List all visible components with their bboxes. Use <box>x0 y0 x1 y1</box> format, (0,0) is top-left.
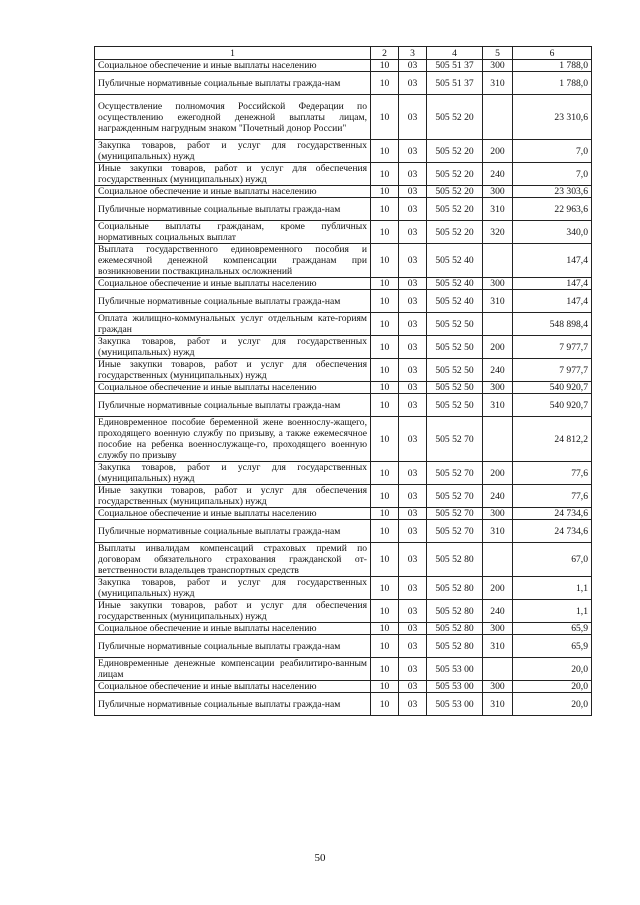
row-section-cell: 10 <box>371 186 399 198</box>
row-name-cell: Выплата государственного единовременного пособия и ежемесячной денежной компенсации гражданам при возникновении поствакцинальных осложнений <box>95 244 371 278</box>
row-subsection-cell: 03 <box>399 336 427 359</box>
table-row <box>95 693 592 716</box>
row-expense-type-cell: 240 <box>483 600 513 623</box>
page-number: 50 <box>314 852 326 864</box>
row-subsection-cell: 03 <box>399 577 427 600</box>
row-subsection-cell: 03 <box>399 313 427 336</box>
row-amount-cell: 20,0 <box>513 658 592 681</box>
row-amount-cell: 7,0 <box>513 163 592 186</box>
row-subsection-cell: 03 <box>399 658 427 681</box>
row-amount-cell: 24 734,6 <box>513 508 592 520</box>
row-target-article-cell: 505 52 50 <box>427 313 483 336</box>
row-target-article-cell: 505 52 70 <box>427 508 483 520</box>
row-section-cell: 10 <box>371 462 399 485</box>
row-section-cell: 10 <box>371 163 399 186</box>
row-subsection-cell: 03 <box>399 693 427 716</box>
row-subsection-cell: 03 <box>399 394 427 417</box>
row-target-article-cell: 505 52 40 <box>427 290 483 313</box>
table-row <box>95 520 592 543</box>
row-target-article-cell: 505 52 20 <box>427 95 483 140</box>
table-row <box>95 394 592 417</box>
row-subsection-cell: 03 <box>399 221 427 244</box>
row-name-cell: Закупка товаров, работ и услуг для государственных (муниципальных) нужд <box>95 462 371 485</box>
row-section-cell: 10 <box>371 290 399 313</box>
row-name-cell: Социальное обеспечение и иные выплаты населению <box>95 508 371 520</box>
table-row <box>95 382 592 394</box>
table-row <box>95 600 592 623</box>
row-amount-cell: 7 977,7 <box>513 359 592 382</box>
row-name-cell: Публичные нормативные социальные выплаты гражда-нам <box>95 693 371 716</box>
row-section-cell: 10 <box>371 140 399 163</box>
row-amount-cell: 67,0 <box>513 543 592 577</box>
row-target-article-cell: 505 53 00 <box>427 658 483 681</box>
row-section-cell: 10 <box>371 221 399 244</box>
row-expense-type-cell: 300 <box>483 681 513 693</box>
table-row <box>95 72 592 95</box>
table-row <box>95 417 592 462</box>
row-expense-type-cell: 240 <box>483 163 513 186</box>
column-header-4: 4 <box>427 47 483 60</box>
table-body <box>95 47 592 716</box>
row-subsection-cell: 03 <box>399 278 427 290</box>
table-row <box>95 140 592 163</box>
row-amount-cell: 23 310,6 <box>513 95 592 140</box>
row-amount-cell: 65,9 <box>513 623 592 635</box>
table-row <box>95 336 592 359</box>
row-subsection-cell: 03 <box>399 462 427 485</box>
row-name-cell: Выплаты инвалидам компенсаций страховых премий по договорам обязательного страхования гражданской от-ветственности владельцев транспортных средств <box>95 543 371 577</box>
table-row <box>95 313 592 336</box>
row-amount-cell: 1,1 <box>513 600 592 623</box>
row-expense-type-cell: 310 <box>483 520 513 543</box>
row-name-cell: Публичные нормативные социальные выплаты гражда-нам <box>95 394 371 417</box>
row-amount-cell: 7 977,7 <box>513 336 592 359</box>
row-target-article-cell: 505 52 20 <box>427 198 483 221</box>
column-header-6: 6 <box>513 47 592 60</box>
header-row <box>95 47 592 60</box>
row-subsection-cell: 03 <box>399 95 427 140</box>
row-subsection-cell: 03 <box>399 186 427 198</box>
row-section-cell: 10 <box>371 520 399 543</box>
row-amount-cell: 77,6 <box>513 485 592 508</box>
row-name-cell: Закупка товаров, работ и услуг для государственных (муниципальных) нужд <box>95 140 371 163</box>
row-name-cell: Закупка товаров, работ и услуг для государственных (муниципальных) нужд <box>95 336 371 359</box>
column-header-1: 1 <box>95 47 371 60</box>
row-section-cell: 10 <box>371 417 399 462</box>
row-section-cell: 10 <box>371 198 399 221</box>
row-amount-cell: 147,4 <box>513 278 592 290</box>
table-row <box>95 359 592 382</box>
row-subsection-cell: 03 <box>399 140 427 163</box>
row-subsection-cell: 03 <box>399 244 427 278</box>
row-target-article-cell: 505 52 70 <box>427 485 483 508</box>
row-subsection-cell: 03 <box>399 72 427 95</box>
row-amount-cell: 540 920,7 <box>513 382 592 394</box>
row-name-cell: Иные закупки товаров, работ и услуг для обеспечения государственных (муниципальных) нужд <box>95 485 371 508</box>
table-row <box>95 658 592 681</box>
row-target-article-cell: 505 52 50 <box>427 336 483 359</box>
row-section-cell: 10 <box>371 394 399 417</box>
row-target-article-cell: 505 52 20 <box>427 140 483 163</box>
row-section-cell: 10 <box>371 658 399 681</box>
row-expense-type-cell: 200 <box>483 140 513 163</box>
row-target-article-cell: 505 51 37 <box>427 60 483 72</box>
table-row <box>95 60 592 72</box>
row-section-cell: 10 <box>371 543 399 577</box>
row-target-article-cell: 505 52 50 <box>427 394 483 417</box>
row-expense-type-cell: 300 <box>483 508 513 520</box>
row-section-cell: 10 <box>371 244 399 278</box>
column-header-2: 2 <box>371 47 399 60</box>
row-section-cell: 10 <box>371 693 399 716</box>
row-expense-type-cell <box>483 417 513 462</box>
row-name-cell: Социальное обеспечение и иные выплаты населению <box>95 681 371 693</box>
row-name-cell: Социальное обеспечение и иные выплаты населению <box>95 382 371 394</box>
row-target-article-cell: 505 53 00 <box>427 693 483 716</box>
row-section-cell: 10 <box>371 359 399 382</box>
row-expense-type-cell: 310 <box>483 635 513 658</box>
row-expense-type-cell <box>483 95 513 140</box>
row-section-cell: 10 <box>371 508 399 520</box>
row-expense-type-cell: 310 <box>483 290 513 313</box>
row-amount-cell: 65,9 <box>513 635 592 658</box>
row-expense-type-cell <box>483 658 513 681</box>
row-expense-type-cell: 300 <box>483 186 513 198</box>
row-amount-cell: 23 303,6 <box>513 186 592 198</box>
row-amount-cell: 548 898,4 <box>513 313 592 336</box>
row-target-article-cell: 505 52 50 <box>427 359 483 382</box>
row-target-article-cell: 505 52 80 <box>427 577 483 600</box>
table-row <box>95 95 592 140</box>
table-row <box>95 278 592 290</box>
row-expense-type-cell <box>483 244 513 278</box>
row-amount-cell: 340,0 <box>513 221 592 244</box>
row-amount-cell: 22 963,6 <box>513 198 592 221</box>
row-section-cell: 10 <box>371 336 399 359</box>
row-name-cell: Публичные нормативные социальные выплаты гражда-нам <box>95 520 371 543</box>
row-expense-type-cell: 310 <box>483 394 513 417</box>
table-row <box>95 681 592 693</box>
table-row <box>95 290 592 313</box>
row-subsection-cell: 03 <box>399 382 427 394</box>
table-row <box>95 462 592 485</box>
column-header-5: 5 <box>483 47 513 60</box>
budget-table <box>94 46 592 716</box>
row-amount-cell: 147,4 <box>513 244 592 278</box>
row-amount-cell: 20,0 <box>513 681 592 693</box>
row-section-cell: 10 <box>371 278 399 290</box>
table-row <box>95 221 592 244</box>
row-amount-cell: 24 812,2 <box>513 417 592 462</box>
row-target-article-cell: 505 52 20 <box>427 221 483 244</box>
row-name-cell: Социальное обеспечение и иные выплаты населению <box>95 60 371 72</box>
row-section-cell: 10 <box>371 681 399 693</box>
row-expense-type-cell: 300 <box>483 382 513 394</box>
row-subsection-cell: 03 <box>399 163 427 186</box>
row-name-cell: Иные закупки товаров, работ и услуг для обеспечения государственных (муниципальных) нужд <box>95 600 371 623</box>
row-amount-cell: 24 734,6 <box>513 520 592 543</box>
row-target-article-cell: 505 52 70 <box>427 417 483 462</box>
row-subsection-cell: 03 <box>399 635 427 658</box>
row-section-cell: 10 <box>371 382 399 394</box>
row-target-article-cell: 505 52 70 <box>427 462 483 485</box>
row-subsection-cell: 03 <box>399 543 427 577</box>
table-row <box>95 485 592 508</box>
row-amount-cell: 20,0 <box>513 693 592 716</box>
row-expense-type-cell: 200 <box>483 577 513 600</box>
row-section-cell: 10 <box>371 635 399 658</box>
table-row <box>95 186 592 198</box>
row-name-cell: Публичные нормативные социальные выплаты гражда-нам <box>95 290 371 313</box>
row-name-cell: Социальное обеспечение и иные выплаты населению <box>95 186 371 198</box>
row-target-article-cell: 505 52 40 <box>427 278 483 290</box>
table-row <box>95 577 592 600</box>
row-name-cell: Социальное обеспечение и иные выплаты населению <box>95 623 371 635</box>
row-name-cell: Закупка товаров, работ и услуг для государственных (муниципальных) нужд <box>95 577 371 600</box>
row-subsection-cell: 03 <box>399 359 427 382</box>
row-section-cell: 10 <box>371 600 399 623</box>
row-expense-type-cell: 240 <box>483 485 513 508</box>
row-amount-cell: 77,6 <box>513 462 592 485</box>
row-amount-cell: 540 920,7 <box>513 394 592 417</box>
table-row <box>95 198 592 221</box>
row-subsection-cell: 03 <box>399 485 427 508</box>
row-amount-cell: 147,4 <box>513 290 592 313</box>
row-expense-type-cell: 310 <box>483 72 513 95</box>
table-row <box>95 635 592 658</box>
row-subsection-cell: 03 <box>399 198 427 221</box>
row-expense-type-cell <box>483 313 513 336</box>
row-name-cell: Осуществление полномочия Российской Федерации по осуществлению ежегодной денежной выплаты лицам, награжденным нагрудным знаком "Почетный донор России" <box>95 95 371 140</box>
row-target-article-cell: 505 53 00 <box>427 681 483 693</box>
row-amount-cell: 1,1 <box>513 577 592 600</box>
row-target-article-cell: 505 52 80 <box>427 635 483 658</box>
row-expense-type-cell <box>483 543 513 577</box>
column-header-3: 3 <box>399 47 427 60</box>
row-target-article-cell: 505 52 50 <box>427 382 483 394</box>
row-subsection-cell: 03 <box>399 600 427 623</box>
row-expense-type-cell: 310 <box>483 198 513 221</box>
row-name-cell: Публичные нормативные социальные выплаты гражда-нам <box>95 635 371 658</box>
row-amount-cell: 1 788,0 <box>513 60 592 72</box>
row-name-cell: Иные закупки товаров, работ и услуг для обеспечения государственных (муниципальных) нужд <box>95 163 371 186</box>
row-name-cell: Социальное обеспечение и иные выплаты населению <box>95 278 371 290</box>
table-row <box>95 508 592 520</box>
row-expense-type-cell: 310 <box>483 693 513 716</box>
row-name-cell: Публичные нормативные социальные выплаты гражда-нам <box>95 198 371 221</box>
row-expense-type-cell: 240 <box>483 359 513 382</box>
row-subsection-cell: 03 <box>399 681 427 693</box>
row-target-article-cell: 505 52 20 <box>427 163 483 186</box>
row-section-cell: 10 <box>371 485 399 508</box>
row-amount-cell: 7,0 <box>513 140 592 163</box>
row-target-article-cell: 505 51 37 <box>427 72 483 95</box>
row-target-article-cell: 505 52 40 <box>427 244 483 278</box>
row-section-cell: 10 <box>371 313 399 336</box>
row-name-cell: Социальные выплаты гражданам, кроме публичных нормативных социальных выплат <box>95 221 371 244</box>
row-section-cell: 10 <box>371 623 399 635</box>
row-expense-type-cell: 200 <box>483 462 513 485</box>
row-subsection-cell: 03 <box>399 60 427 72</box>
row-section-cell: 10 <box>371 95 399 140</box>
row-section-cell: 10 <box>371 60 399 72</box>
row-name-cell: Единовременное пособие беременной жене военнослу-жащего, проходящего военную службу по призыву, а также ежемесячное пособие на ребенка военнослужаще-го, проходящего военную службу по призыву <box>95 417 371 462</box>
row-expense-type-cell: 300 <box>483 60 513 72</box>
row-name-cell: Иные закупки товаров, работ и услуг для обеспечения государственных (муниципальных) нужд <box>95 359 371 382</box>
row-target-article-cell: 505 52 70 <box>427 520 483 543</box>
row-expense-type-cell: 300 <box>483 623 513 635</box>
table-row <box>95 543 592 577</box>
table-row <box>95 623 592 635</box>
row-name-cell: Единовременные денежные компенсации реабилитиро-ванным лицам <box>95 658 371 681</box>
row-subsection-cell: 03 <box>399 508 427 520</box>
row-name-cell: Публичные нормативные социальные выплаты гражда-нам <box>95 72 371 95</box>
row-subsection-cell: 03 <box>399 290 427 313</box>
table-row <box>95 244 592 278</box>
row-target-article-cell: 505 52 20 <box>427 186 483 198</box>
row-target-article-cell: 505 52 80 <box>427 600 483 623</box>
row-expense-type-cell: 320 <box>483 221 513 244</box>
row-subsection-cell: 03 <box>399 417 427 462</box>
row-subsection-cell: 03 <box>399 623 427 635</box>
row-target-article-cell: 505 52 80 <box>427 543 483 577</box>
row-name-cell: Оплата жилищно-коммунальных услуг отдельным кате-гориям граждан <box>95 313 371 336</box>
table-row <box>95 163 592 186</box>
row-subsection-cell: 03 <box>399 520 427 543</box>
row-target-article-cell: 505 52 80 <box>427 623 483 635</box>
row-amount-cell: 1 788,0 <box>513 72 592 95</box>
row-expense-type-cell: 300 <box>483 278 513 290</box>
row-section-cell: 10 <box>371 577 399 600</box>
row-section-cell: 10 <box>371 72 399 95</box>
row-expense-type-cell: 200 <box>483 336 513 359</box>
